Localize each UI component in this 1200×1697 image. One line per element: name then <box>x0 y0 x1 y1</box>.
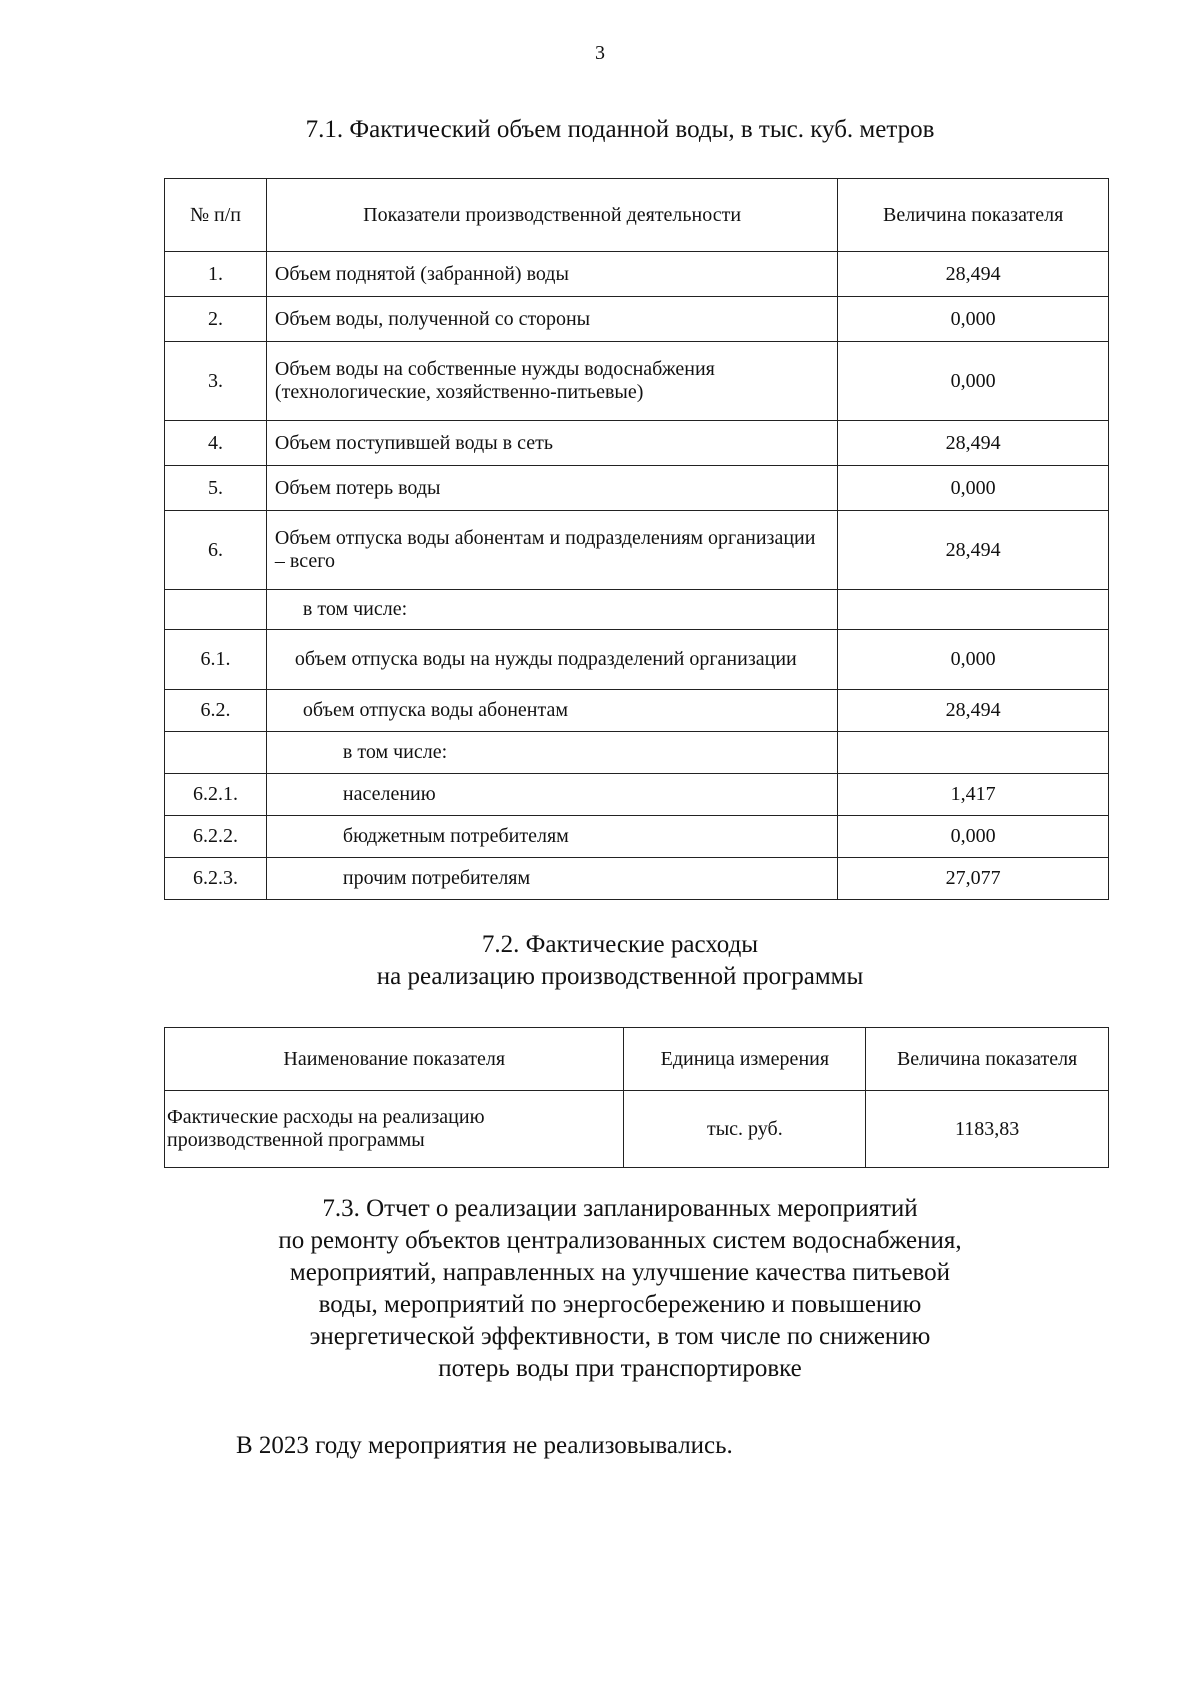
table-row <box>165 816 1109 858</box>
row-value: 0,000 <box>838 816 1109 858</box>
expense-unit: тыс. руб. <box>624 1091 866 1168</box>
section-7-2-title <box>0 929 1200 993</box>
row-number: 2. <box>165 297 267 342</box>
row-value: 28,494 <box>838 421 1109 466</box>
table-row <box>165 690 1109 732</box>
row-number: 6.2.3. <box>165 858 267 900</box>
row-number: 6.2.1. <box>165 774 267 816</box>
row-value: 28,494 <box>838 252 1109 297</box>
row-label: Объем отпуска воды абонентам и подразделениям организации – всего <box>266 511 837 590</box>
table-row <box>165 342 1109 421</box>
table-row <box>165 1091 1109 1168</box>
row-label: Объем поднятой (забранной) воды <box>266 252 837 297</box>
row-label: бюджетным потребителям <box>266 816 837 858</box>
row-label: Объем воды на собственные нужды водоснабжения (технологические, хозяйственно-питьевые) <box>266 342 837 421</box>
table-row <box>165 252 1109 297</box>
row-value <box>838 590 1109 630</box>
table-header-row <box>165 179 1109 252</box>
row-label: Объем воды, полученной со стороны <box>266 297 837 342</box>
row-number: 6.2.2. <box>165 816 267 858</box>
row-value: 0,000 <box>838 466 1109 511</box>
row-value: 28,494 <box>838 511 1109 590</box>
section-7-3-paragraph: В 2023 году мероприятия не реализовывались. <box>236 1432 733 1459</box>
header-indicator: Показатели производственной деятельности <box>266 179 837 252</box>
header-value: Величина показателя <box>866 1028 1109 1091</box>
row-value: 1,417 <box>838 774 1109 816</box>
row-label: в том числе: <box>266 590 837 630</box>
table-row <box>165 511 1109 590</box>
row-value: 0,000 <box>838 630 1109 690</box>
row-number: 3. <box>165 342 267 421</box>
expense-name: Фактические расходы на реализацию производственной программы <box>165 1091 624 1168</box>
row-label: прочим потребителям <box>266 858 837 900</box>
table-row <box>165 421 1109 466</box>
header-number: № п/п <box>165 179 267 252</box>
section-7-3-title-line: энергетической эффективности, в том числе по снижению <box>309 1323 931 1350</box>
water-volume-table <box>164 178 1109 900</box>
table-header-row <box>165 1028 1109 1091</box>
expenses-table <box>164 1027 1109 1168</box>
table-row <box>165 466 1109 511</box>
row-number: 1. <box>165 252 267 297</box>
row-label: населению <box>266 774 837 816</box>
row-value: 27,077 <box>838 858 1109 900</box>
row-number: 5. <box>165 466 267 511</box>
table-row <box>165 774 1109 816</box>
row-label: объем отпуска воды на нужды подразделений организации <box>266 630 837 690</box>
row-label: объем отпуска воды абонентам <box>266 690 837 732</box>
row-value: 28,494 <box>838 690 1109 732</box>
section-7-3-title-line: потерь воды при транспортировке <box>438 1355 802 1382</box>
section-7-3-title-line: по ремонту объектов централизованных систем водоснабжения, <box>278 1227 962 1254</box>
row-number: 6. <box>165 511 267 590</box>
page-number: 3 <box>595 42 605 64</box>
row-number <box>165 732 267 774</box>
section-7-2-title-line1: 7.2. Фактические расходы <box>481 931 759 958</box>
table-row <box>165 630 1109 690</box>
header-value: Величина показателя <box>838 179 1109 252</box>
row-number: 4. <box>165 421 267 466</box>
row-label: Объем потерь воды <box>266 466 837 511</box>
section-7-3-title-line: мероприятий, направленных на улучшение качества питьевой <box>289 1259 951 1286</box>
section-7-1-title: 7.1. Фактический объем поданной воды, в тыс. куб. метров <box>305 116 935 143</box>
section-7-2-title-line2: на реализацию производственной программы <box>376 963 864 990</box>
row-label: в том числе: <box>266 732 837 774</box>
row-value <box>838 732 1109 774</box>
row-value: 0,000 <box>838 342 1109 421</box>
row-label: Объем поступившей воды в сеть <box>266 421 837 466</box>
section-7-3-title <box>0 1193 1200 1385</box>
section-7-3-title-line: воды, мероприятий по энергосбережению и повышению <box>318 1291 922 1318</box>
table-row <box>165 732 1109 774</box>
section-7-3-title-line: 7.3. Отчет о реализации запланированных мероприятий <box>322 1195 918 1222</box>
header-name: Наименование показателя <box>165 1028 624 1091</box>
row-number: 6.2. <box>165 690 267 732</box>
table-row <box>165 297 1109 342</box>
table-row <box>165 590 1109 630</box>
row-value: 0,000 <box>838 297 1109 342</box>
header-unit: Единица измерения <box>624 1028 866 1091</box>
table-row <box>165 858 1109 900</box>
row-number: 6.1. <box>165 630 267 690</box>
expense-value: 1183,83 <box>866 1091 1109 1168</box>
row-number <box>165 590 267 630</box>
